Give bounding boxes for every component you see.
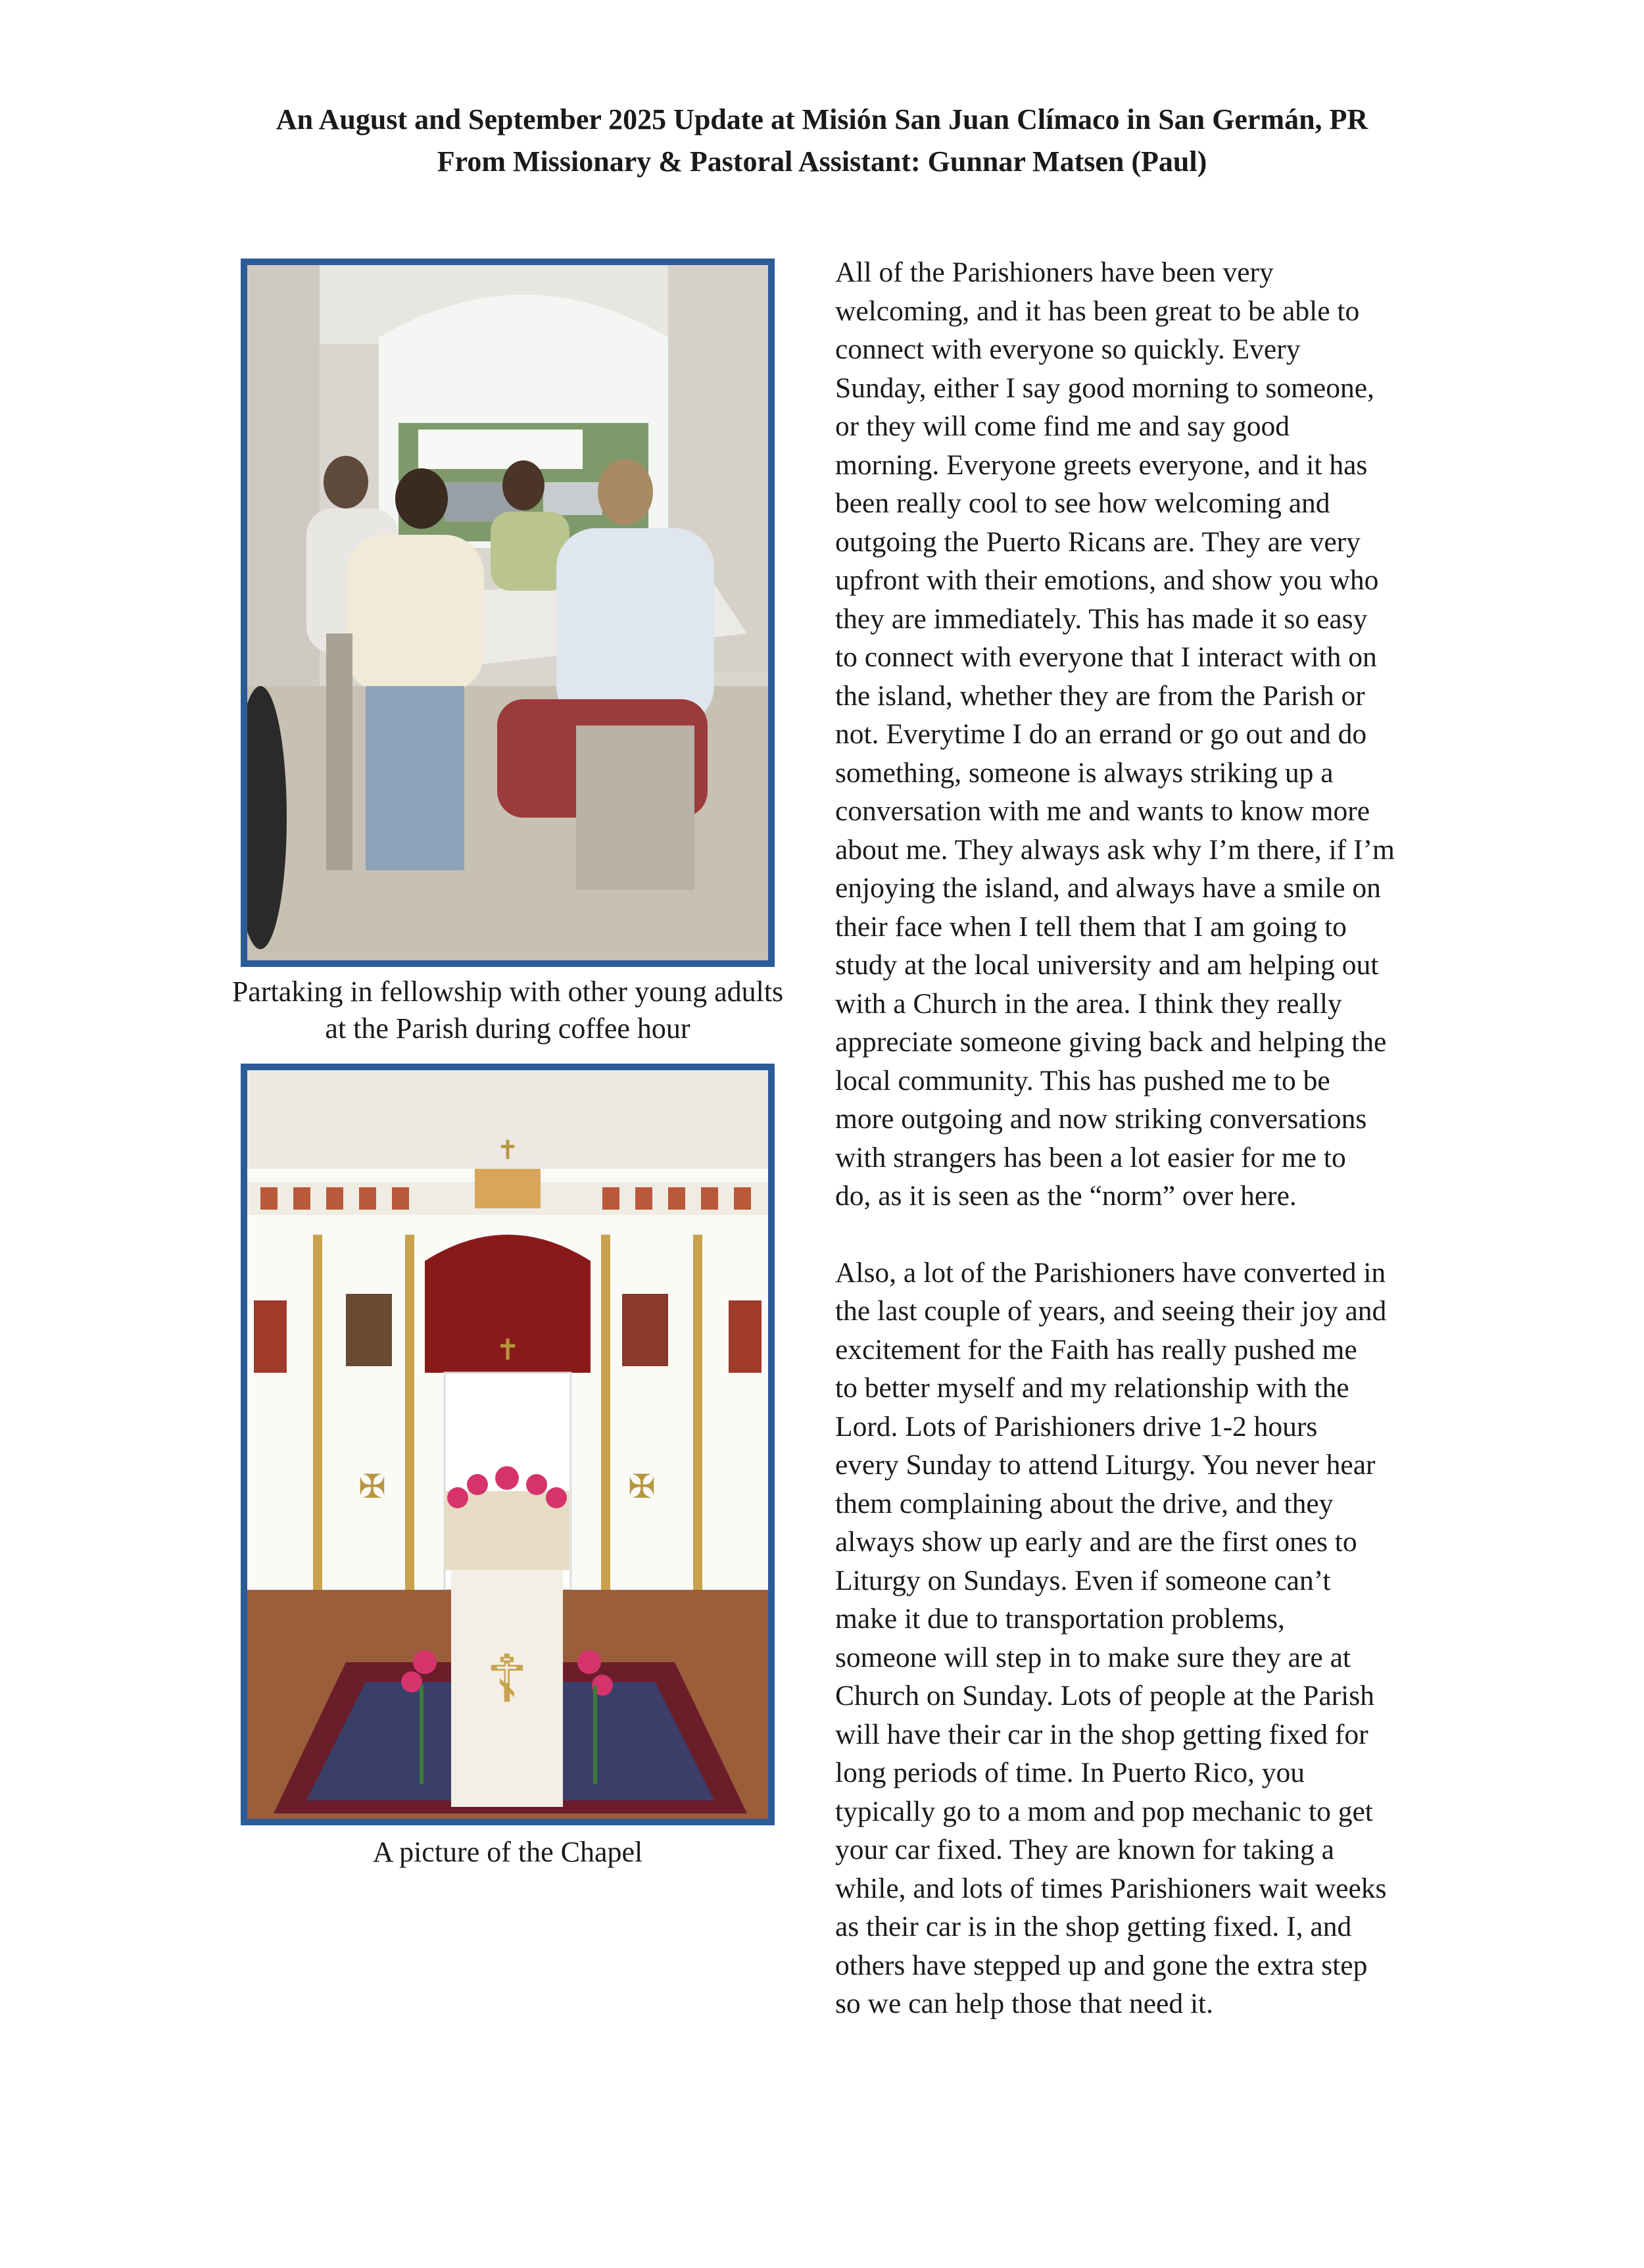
page-header <box>0 99 1644 183</box>
fellowship-photo <box>241 259 775 967</box>
svg-text:✝: ✝ <box>495 1333 520 1367</box>
caption-line: A picture of the Chapel <box>372 1836 643 1868</box>
fellowship-photo-image <box>247 265 768 960</box>
fellowship-photo-caption <box>197 974 818 1047</box>
svg-text:☦: ☦ <box>485 1640 529 1717</box>
body-paragraph: All of the Parishioners have been very welcoming, and it has been great to be able to connect with everyone so quickly. Every Sunday, either I say good morning to someone, or they will come find me and say good morning. Everyone greets everyone, and it has been really cool to see how welcoming and outgoing the Puerto Ricans are. They are very upfront with their emotions, and show you who they are immediately. This has made it so easy to connect with everyone that I interact with on the island, whether they are from the Parish or not. Everytime I do an errand or go out and do something, someone is always striking up a conversation with me and wants to know more about me. They always ask why I’m there, if I’m enjoying the island, and always have a smile on their face when I tell them that I am going to study at the local university and am helping out with a Church in the area. I think they really appreciate someone giving back and helping the local community. This has pushed me to be more outgoing and now striking conversations with strangers has been a lot easier for me to do, as it is seen as the “norm” over here. <box>835 257 1395 1212</box>
article-body <box>835 253 1453 2023</box>
header-title: An August and September 2025 Update at Misión San Juan Clímaco in San Germán, PR <box>276 103 1368 136</box>
chapel-photo-image <box>247 1070 768 1819</box>
svg-text:✝: ✝ <box>496 1135 519 1166</box>
chapel-photo <box>241 1064 775 1825</box>
caption-line: Partaking in fellowship with other young adults <box>231 975 784 1008</box>
caption-line: at the Parish during coffee hour <box>325 1012 690 1045</box>
body-paragraph: Also, a lot of the Parishioners have converted in the last couple of years, and seeing their joy and excitement for the Faith has really pushed me to better myself and my relationship with the Lord. Lots of Parishioners drive 1-2 hours every Sunday to attend Liturgy. You never hear them complaining about the drive, and they always show up early and are the first ones to Liturgy on Sundays. Even if someone can’t make it due to transportation problems, someone will step in to make sure they are at Church on Sunday. Lots of people at the Parish will have their car in the shop getting fixed for long periods of time. In Puerto Rico, you typically go to a mom and pop mechanic to get your car fixed. They are known for taking a while, and lots of times Parishioners wait weeks as their car is in the shop getting fixed. I, and others have stepped up and gone the extra step so we can help those that need it. <box>835 1256 1387 2019</box>
header-subtitle: From Missionary & Pastoral Assistant: Gunnar Matsen (Paul) <box>437 145 1207 178</box>
chapel-photo-caption <box>197 1834 818 1871</box>
svg-text:✠: ✠ <box>628 1467 656 1506</box>
svg-text:✠: ✠ <box>358 1467 386 1506</box>
